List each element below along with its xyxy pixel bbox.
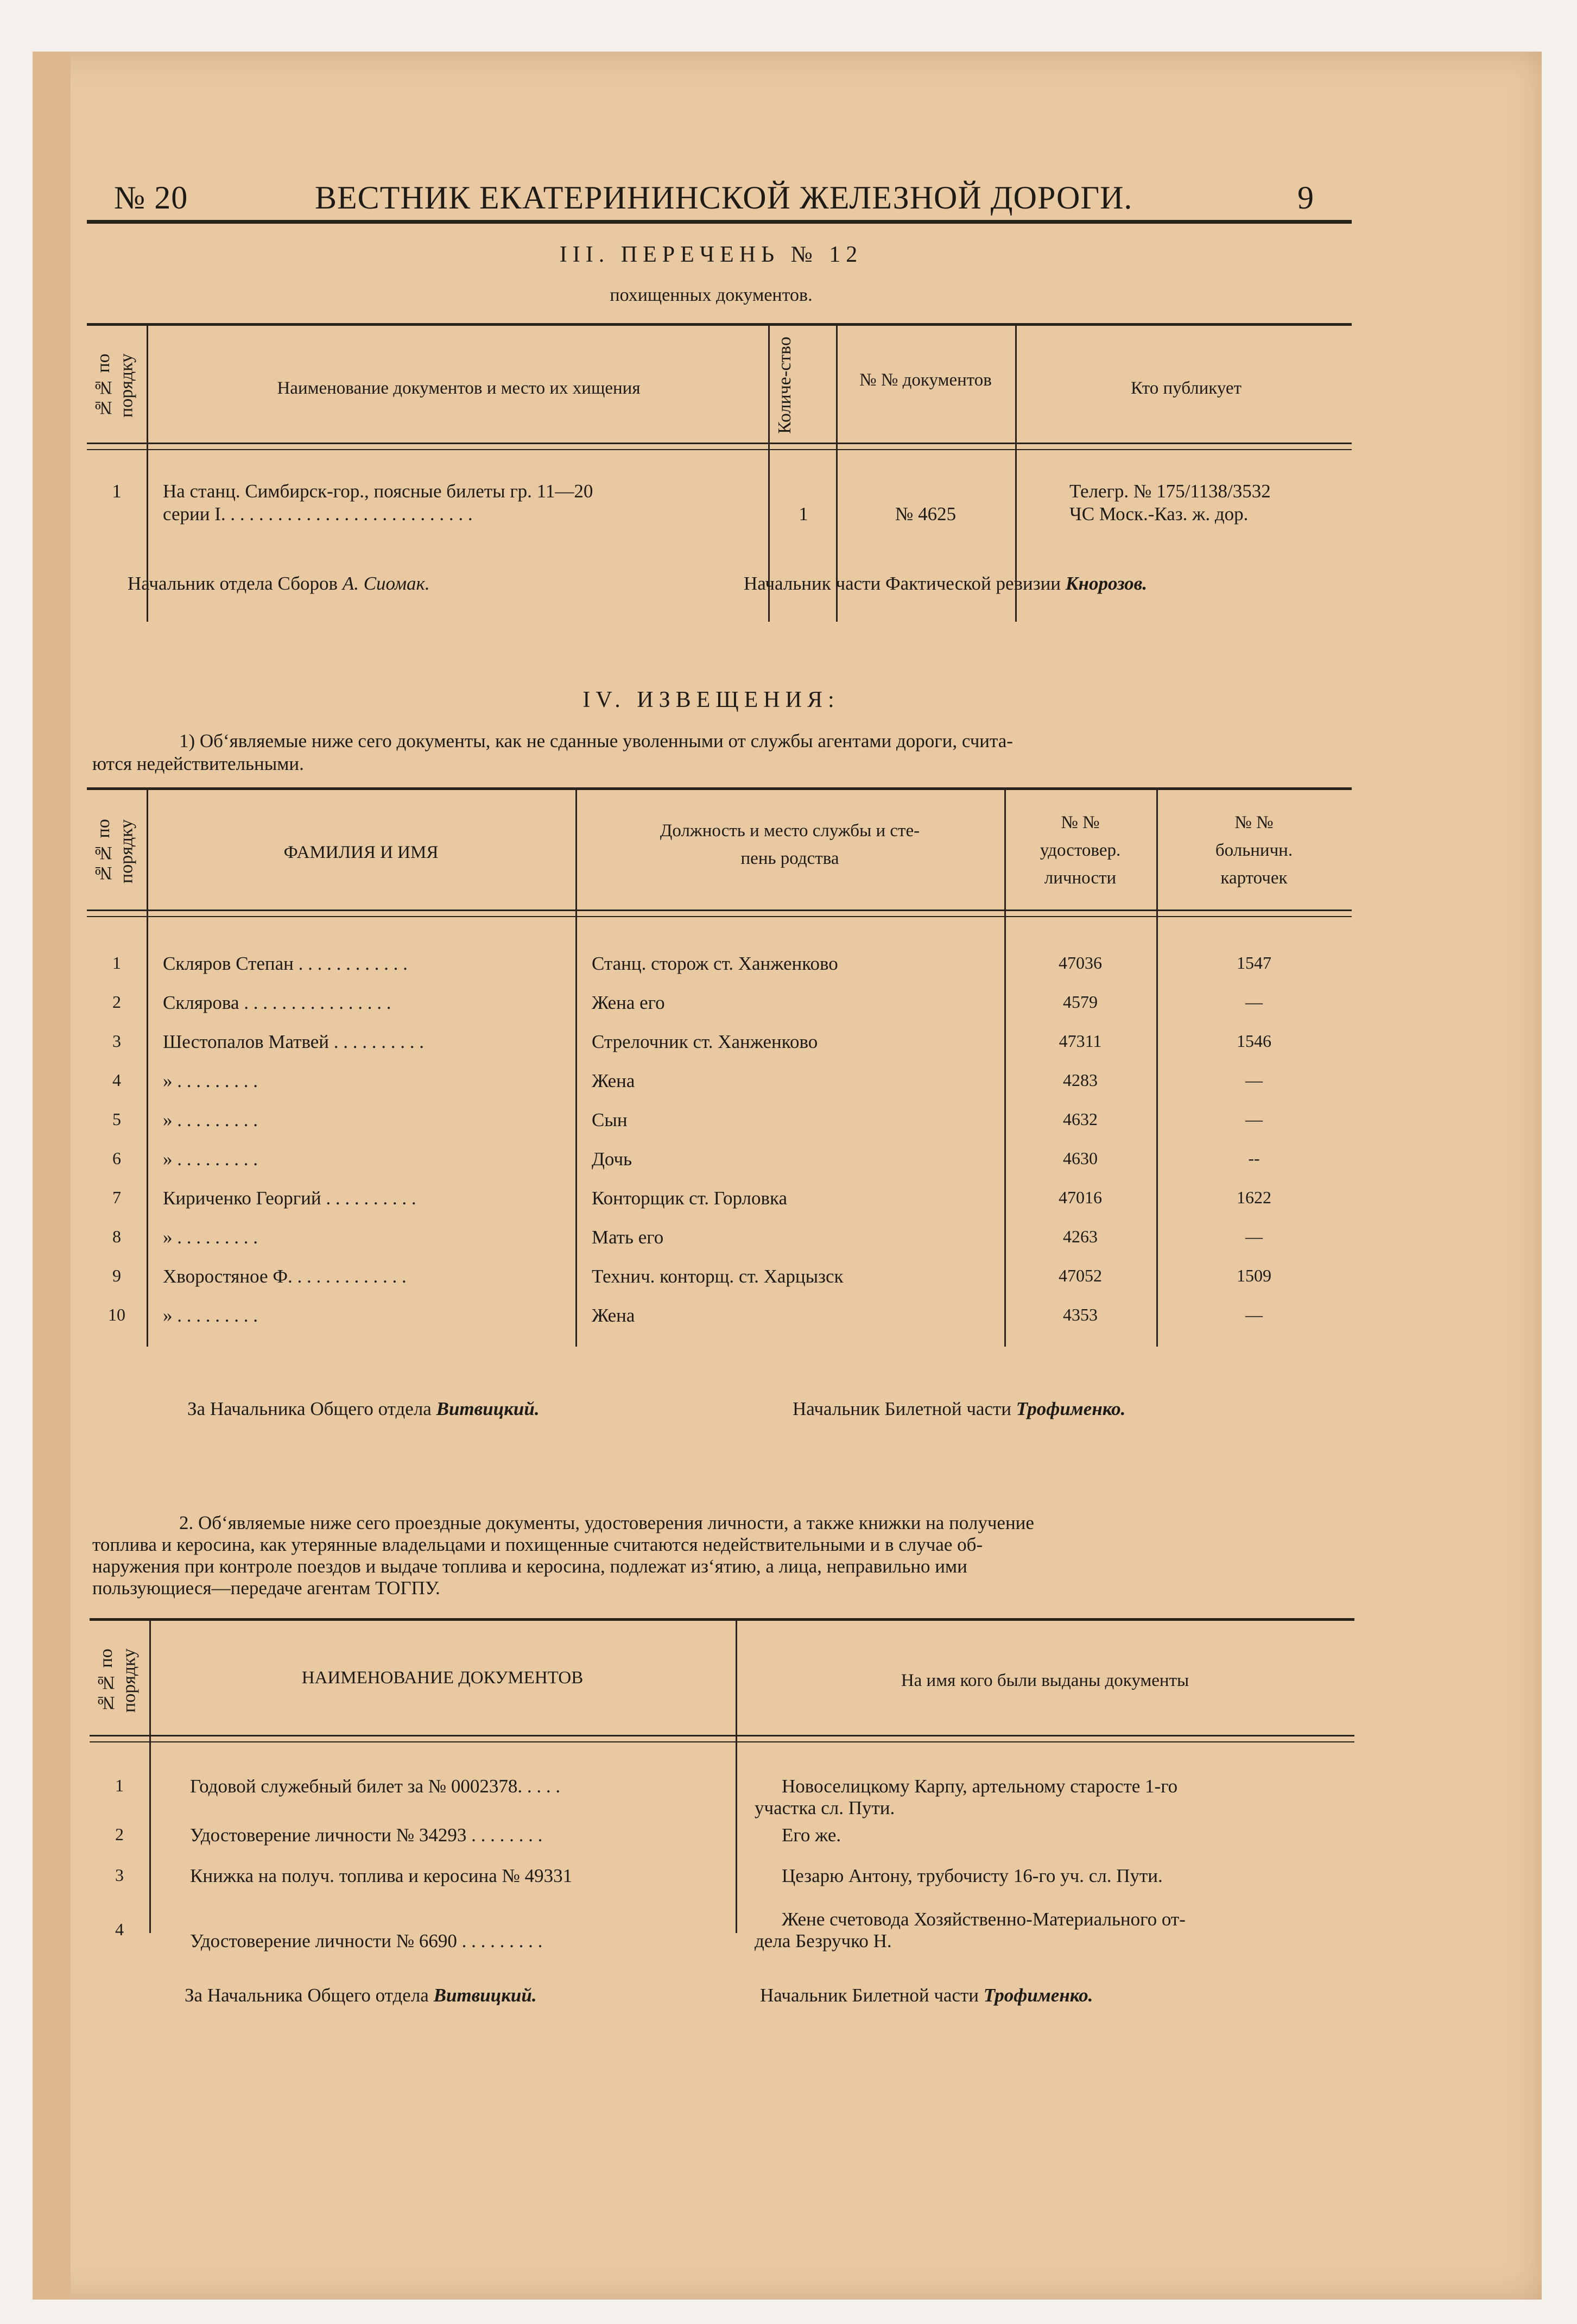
header-line: пень родства xyxy=(740,849,839,869)
header-line: карточек xyxy=(1220,868,1288,888)
table2-cell-num: 3 xyxy=(112,1031,121,1051)
table2-cell-name: » . . . . . . . . . xyxy=(163,1227,258,1248)
signature-name: Трофименко. xyxy=(983,1985,1093,2006)
table1-row-qty: 1 xyxy=(799,503,808,525)
intro-line: пользующиеся—передаче агентам ТОГПУ. xyxy=(92,1577,440,1599)
table2-cell-card: 1622 xyxy=(1237,1188,1271,1207)
section3-signature-left xyxy=(128,573,430,595)
header-line: личности xyxy=(1044,868,1117,888)
table3-cell-whom-line1: Новоселицкому Карпу, артельному старосте 1-го xyxy=(782,1776,1178,1797)
table2-cell-position: Станц. сторож ст. Ханженково xyxy=(592,953,838,974)
table2-cell-position: Технич. конторщ. ст. Харцызск xyxy=(592,1266,844,1287)
table2-cell-id: 4632 xyxy=(1063,1109,1098,1129)
section5-signature-right xyxy=(760,1985,1093,2006)
table2-cell-id: 4579 xyxy=(1063,992,1098,1012)
table1-header-name: Наименование документов и место их хищения xyxy=(277,378,641,398)
table3-header-name: НАИМЕНОВАНИЕ ДОКУМЕНТОВ xyxy=(301,1668,584,1688)
header-line: больничн. xyxy=(1215,841,1293,861)
table3-cell-whom-line1: Жене счетовода Хозяйственно-Материального от- xyxy=(782,1909,1186,1930)
table1-row-who-line2: ЧС Моск.-Каз. ж. дор. xyxy=(1069,503,1249,525)
table2-cell-num: 7 xyxy=(112,1188,121,1207)
signature-title: Начальник отдела Сборов xyxy=(128,573,338,594)
table2-cell-card: 1509 xyxy=(1237,1266,1271,1285)
table3-cell-name: Книжка на получ. топлива и керосина № 49331 xyxy=(190,1865,573,1886)
table2-cell-card: — xyxy=(1245,1227,1263,1246)
table2-cell-card: — xyxy=(1245,1305,1263,1324)
table2-cell-id: 4283 xyxy=(1063,1070,1098,1090)
section3-title: III. ПЕРЕЧЕНЬ № 12 xyxy=(559,242,863,267)
table2-cell-card: -- xyxy=(1248,1148,1260,1168)
newspaper-title: ВЕСТНИК ЕКАТЕРИНИНСКОЙ ЖЕЛЕЗНОЙ ДОРОГИ. xyxy=(315,180,1133,216)
signature-name: Витвицкий. xyxy=(433,1985,537,2006)
intro-line: наружения при контроле поездов и выдаче топлива и керосина, подлежат из‘ятию, а лица, неправильно ими xyxy=(92,1556,967,1577)
table2-header-name: ФАМИЛИЯ И ИМЯ xyxy=(283,843,439,862)
table3-cell-name: Удостоверение личности № 34293 . . . . . . . . xyxy=(190,1824,543,1846)
signature-title: Начальник Билетной части xyxy=(793,1398,1012,1419)
table2-cell-card: 1546 xyxy=(1237,1031,1271,1051)
issue-number: № 20 xyxy=(114,180,188,216)
table3-top-rule xyxy=(90,1618,1354,1621)
signature-name: Трофименко. xyxy=(1016,1398,1126,1419)
header-line: Должность и место службы и сте- xyxy=(660,821,920,841)
signature-title: За Начальника Общего отдела xyxy=(187,1398,432,1419)
section5-signature-left xyxy=(185,1985,537,2006)
newspaper-page xyxy=(33,52,1542,2300)
table2-header-id xyxy=(1007,809,1154,892)
table3-cell-whom-line2: участка сл. Пути. xyxy=(755,1797,895,1818)
signature-name: Витвицкий. xyxy=(436,1398,540,1419)
table3-cell-name: Удостоверение личности № 6690 . . . . . . . . . xyxy=(190,1930,543,1952)
table2-cell-id: 4353 xyxy=(1063,1305,1098,1324)
table2-cell-position: Сын xyxy=(592,1109,628,1131)
table3-header-rule xyxy=(90,1735,1354,1736)
table2-cell-id: 4630 xyxy=(1063,1148,1098,1168)
table1-header-qty: Количе-ство xyxy=(775,337,795,434)
section4-intro-line2: ются недействительными. xyxy=(92,753,304,774)
header-line: удостовер. xyxy=(1040,841,1121,861)
table1-row-name-line1: На станц. Симбирск-гор., поясные билеты гр. 11—20 xyxy=(163,481,593,502)
table2-header-card xyxy=(1159,809,1349,892)
signature-name: А. Сиомак. xyxy=(342,573,430,594)
header-line: № № xyxy=(1061,813,1100,832)
table1-row-who-line1: Телегр. № 175/1138/3532 xyxy=(1069,481,1271,502)
table3-header-num: №№ по порядку xyxy=(96,1648,140,1713)
table2-cell-id: 47036 xyxy=(1059,953,1102,972)
page-spine xyxy=(33,52,71,2300)
table2-cell-num: 2 xyxy=(112,992,121,1012)
table2-cell-num: 4 xyxy=(112,1070,121,1090)
table2-cell-id: 47016 xyxy=(1059,1188,1102,1207)
table3-cell-num: 3 xyxy=(115,1865,124,1885)
section3-signature-right xyxy=(744,573,1147,595)
table2-cell-num: 5 xyxy=(112,1109,121,1129)
page-number: 9 xyxy=(1297,180,1314,216)
table3-cell-name: Годовой служебный билет за № 0002378. . . . . xyxy=(190,1776,561,1797)
table2-cell-name: » . . . . . . . . . xyxy=(163,1109,258,1131)
table2-header-num: №№ по порядку xyxy=(93,819,137,883)
table3-cell-whom-line1: Цезарю Антону, трубочисту 16-го уч. сл. Пути. xyxy=(782,1865,1163,1886)
table2-cell-position: Мать его xyxy=(592,1227,664,1248)
section3-subtitle: похищенных документов. xyxy=(610,285,813,305)
table2-cell-position: Стрелочник ст. Ханженково xyxy=(592,1031,818,1052)
table2-cell-num: 9 xyxy=(112,1266,121,1285)
table1-header-rule xyxy=(87,443,1352,444)
table2-cell-name: » . . . . . . . . . xyxy=(163,1070,258,1091)
table2-cell-position: Дочь xyxy=(592,1148,632,1170)
section4-signature-left xyxy=(187,1398,540,1420)
table2-cell-card: — xyxy=(1245,992,1263,1012)
table2-cell-id: 4263 xyxy=(1063,1227,1098,1246)
header-line: № № xyxy=(1234,813,1274,832)
table2-header-position xyxy=(581,817,999,873)
table2-cell-card: — xyxy=(1245,1070,1263,1090)
table2-cell-id: 47052 xyxy=(1059,1266,1102,1285)
table2-cell-num: 1 xyxy=(112,953,121,972)
table2-cell-name: Скляров Степан . . . . . . . . . . . . xyxy=(163,953,408,974)
table1-row-doc: № 4625 xyxy=(895,503,957,525)
table3-header-whom: На имя кого были выданы документы xyxy=(901,1671,1189,1690)
table3-cell-whom-line1: Его же. xyxy=(782,1824,841,1846)
intro-line: 2. Об‘являемые ниже сего проездные документы, удостоверения личности, а также книжки на получение xyxy=(179,1512,1034,1533)
table1-top-rule xyxy=(87,323,1352,326)
section5-intro xyxy=(92,1512,1352,1599)
table3-cell-whom-line2: дела Безручко Н. xyxy=(755,1930,892,1952)
signature-name: Кнорозов. xyxy=(1065,573,1148,594)
table2-cell-card: 1547 xyxy=(1237,953,1271,972)
table2-cell-num: 8 xyxy=(112,1227,121,1246)
table2-header-rule xyxy=(87,910,1352,911)
table2-top-rule xyxy=(87,787,1352,790)
table2-cell-id: 47311 xyxy=(1059,1031,1102,1051)
table1-header-docs: № № документов xyxy=(859,370,992,390)
table1-row-num: 1 xyxy=(112,481,122,502)
table2-cell-position: Жена xyxy=(592,1305,635,1326)
intro-line: топлива и керосина, как утерянные владельцами и похищенные считаются недействительными и в случае об- xyxy=(92,1534,983,1555)
signature-title: Начальник части Фактической ревизии xyxy=(744,573,1061,594)
table2-cell-name: Кириченко Георгий . . . . . . . . . . xyxy=(163,1188,416,1209)
table1-header-num: №№ по порядку xyxy=(93,353,137,418)
table2-cell-position: Жена xyxy=(592,1070,635,1091)
table2-cell-name: Склярова . . . . . . . . . . . . . . . . xyxy=(163,992,391,1013)
table1-row-name-line2: серии I. . . . . . . . . . . . . . . . . . . . . . . . . . . xyxy=(163,503,473,525)
table2-cell-num: 10 xyxy=(108,1305,125,1324)
table2-cell-num: 6 xyxy=(112,1148,121,1168)
table3-cell-num: 1 xyxy=(115,1776,124,1795)
table2-cell-position: Жена его xyxy=(592,992,665,1013)
table3-cell-num: 2 xyxy=(115,1824,124,1844)
section4-intro-line1: 1) Об‘являемые ниже сего документы, как не сданные уволенными от службы агентами дороги, счита- xyxy=(179,730,1013,751)
table2-cell-name: Шестопалов Матвей . . . . . . . . . . xyxy=(163,1031,425,1052)
table1-header-who: Кто публикует xyxy=(1130,378,1242,398)
section4-signature-right xyxy=(793,1398,1125,1420)
header-rule xyxy=(87,220,1352,224)
signature-title: Начальник Билетной части xyxy=(760,1985,979,2006)
signature-title: За Начальника Общего отдела xyxy=(185,1985,429,2006)
table3-cell-num: 4 xyxy=(115,1919,124,1939)
section4-title: IV. ИЗВЕЩЕНИЯ: xyxy=(582,687,840,712)
table2-cell-position: Конторщик ст. Горловка xyxy=(592,1188,787,1209)
table2-cell-name: » . . . . . . . . . xyxy=(163,1305,258,1326)
table2-cell-name: Хворостяное Ф. . . . . . . . . . . . . xyxy=(163,1266,407,1287)
table2-cell-name: » . . . . . . . . . xyxy=(163,1148,258,1170)
table2-cell-card: — xyxy=(1245,1109,1263,1129)
